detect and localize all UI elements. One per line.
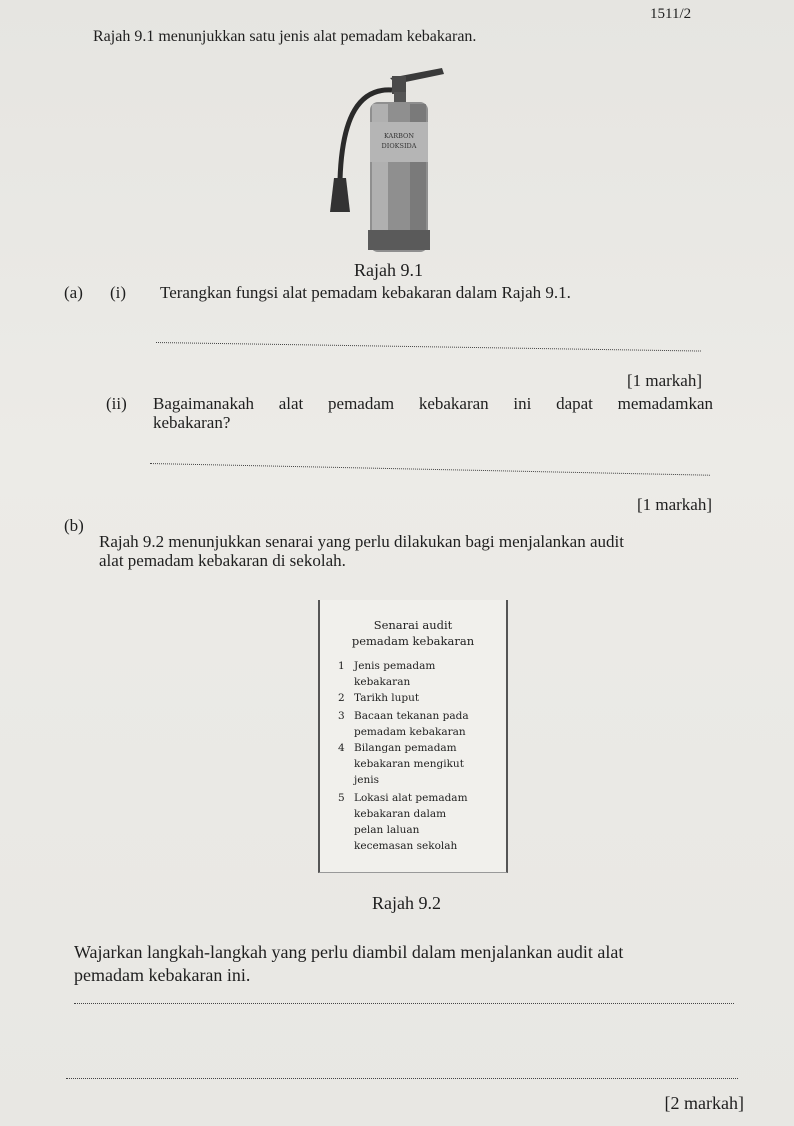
page-code: 1511/2 (650, 6, 692, 22)
figure2-caption: Rajah 9.2 (372, 893, 441, 913)
part-b-text-line1: Rajah 9.2 menunjukkan senarai yang perlu dilakukan bagi menjalankan audit (99, 532, 624, 551)
part-a-label: (a) (64, 283, 83, 302)
part-b-label: (b) (64, 516, 84, 535)
q2-text-line1: Bagaimanakah alat pemadam kebakaran ini dapat memadamkan (153, 394, 713, 413)
list-item: 1 Jenis pemadam kebakaran (338, 660, 436, 688)
list-item: 3 Bacaan tekanan pada pemadam kebakaran (338, 710, 469, 738)
q2-text-line2: kebakaran? (153, 413, 231, 432)
figure1-caption: Rajah 9.1 (354, 260, 423, 280)
q1-text: Terangkan fungsi alat pemadam kebakaran dalam Rajah 9.1. (160, 283, 571, 302)
intro-text: Rajah 9.1 menunjukkan satu jenis alat pemadam kebakaran. (93, 28, 477, 45)
fire-extinguisher-figure (320, 60, 450, 255)
box-title-line2: pemadam kebakaran (351, 634, 475, 648)
q2-label: (ii) (106, 394, 127, 413)
audit-list-box (318, 600, 508, 873)
instruction-line1: Wajarkan langkah-langkah yang perlu diambil dalam menjalankan audit alat (74, 942, 624, 962)
q1-marks: [1 markah] (626, 371, 702, 390)
q2-marks: [1 markah] (636, 495, 712, 514)
list-item: 4 Bilangan pemadam kebakaran mengikut jenis (338, 742, 464, 786)
part-b-text-line2: alat pemadam kebakaran di sekolah. (99, 551, 346, 570)
part-b-marks: [2 markah] (664, 1093, 744, 1113)
b-answer-line-1[interactable] (74, 1003, 734, 1004)
extinguisher-label-line1: KARBON (383, 132, 415, 140)
list-item: 5 Lokasi alat pemadam kebakaran dalam pelan laluan kecemasan sekolah (338, 792, 468, 852)
instruction-line2: pemadam kebakaran ini. (74, 965, 251, 985)
extinguisher-label-line2: DIOKSIDA (381, 142, 417, 150)
list-item: 2 Tarikh luput (338, 692, 420, 704)
box-title-line1: Senarai audit (373, 618, 453, 632)
q1-label: (i) (110, 283, 127, 302)
b-answer-line-2[interactable] (66, 1078, 738, 1079)
